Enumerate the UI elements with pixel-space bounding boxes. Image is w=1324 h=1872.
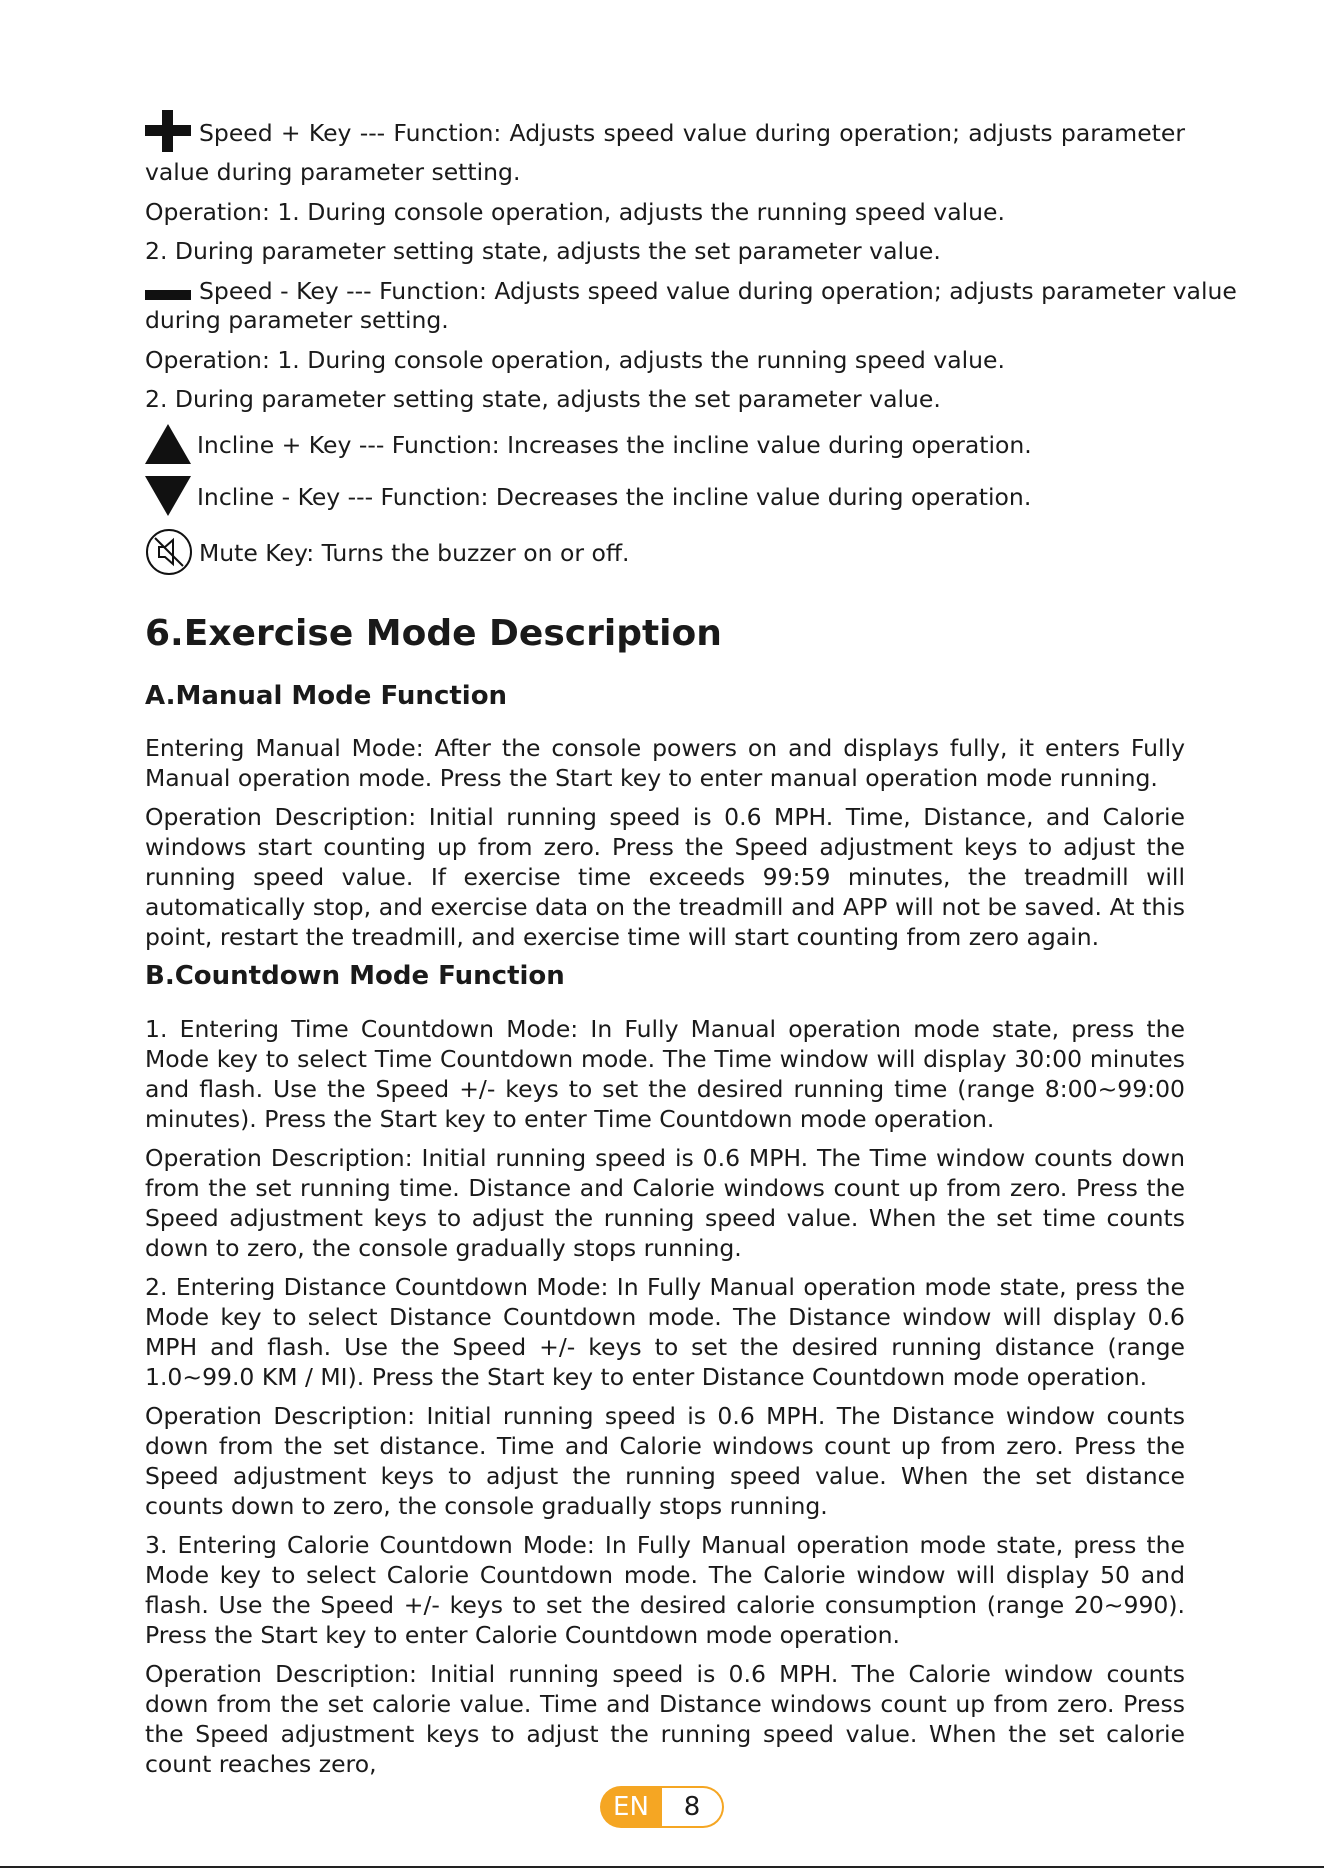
- distance-countdown-entering: 2. Entering Distance Countdown Mode: In Fully Manual operation mode state, press the Mode key to select Distance Countdown mode. The Distance window will display 0.6 MPH and flash. Use the Speed +/- keys to set the desired running distance (range 1.0~99.0 KM / MI). Press the Start key to enter Distance Countdown mode operation.: [145, 1273, 1185, 1391]
- incline-plus-description: Incline + Key --- Function: Increases the incline value during operation.: [197, 431, 1032, 459]
- countdown-mode-heading: B.Countdown Mode Function: [145, 961, 565, 991]
- countdown-mode-body: [145, 1014, 1185, 1779]
- speed-plus-operation-2: 2. During parameter setting state, adjusts the set parameter value.: [145, 237, 941, 265]
- language-label: EN: [600, 1786, 662, 1828]
- manual-mode-operation: Operation Description: Initial running speed is 0.6 MPH. Time, Distance, and Calorie windows start counting up from zero. Press the Speed adjustment keys to adjust the running speed value. If exercise time exceeds 99:59 minutes, the treadmill will automatically stop, and exercise data on the treadmill and APP will not be saved. At this point, restart the treadmill, and exercise time will start counting from zero again.: [145, 803, 1185, 951]
- speed-plus-key-line: [145, 118, 1185, 152]
- manual-mode-body: [145, 733, 1185, 952]
- minus-icon: [145, 276, 191, 306]
- mute-key-line: [145, 538, 1185, 576]
- speed-minus-key-line: [145, 276, 1237, 306]
- section-title: 6.Exercise Mode Description: [145, 613, 722, 654]
- incline-minus-key-line: [145, 482, 1185, 516]
- page-number: 8: [662, 1786, 724, 1828]
- page-number-badge: [600, 1786, 726, 1828]
- calorie-countdown-operation: Operation Description: Initial running speed is 0.6 MPH. The Calorie window counts down from the set calorie value. Time and Distance windows count up from zero. Press the Speed adjustment keys to adjust the running speed value. When the set calorie count reaches zero,: [145, 1660, 1185, 1778]
- time-countdown-entering: 1. Entering Time Countdown Mode: In Fully Manual operation mode state, press the Mode key to select Time Countdown mode. The Time window will display 30:00 minutes and flash. Use the Speed +/- keys to set the desired running time (range 8:00~99:00 minutes). Press the Start key to enter Time Countdown mode operation.: [145, 1015, 1185, 1133]
- speed-plus-operation-1: Operation: 1. During console operation, adjusts the running speed value.: [145, 198, 1005, 226]
- speed-minus-description-cont: during parameter setting.: [145, 306, 449, 334]
- manual-mode-heading: A.Manual Mode Function: [145, 681, 508, 711]
- incline-minus-description: Incline - Key --- Function: Decreases the incline value during operation.: [197, 483, 1032, 511]
- manual-mode-entering: Entering Manual Mode: After the console powers on and displays fully, it enters Fully Manual operation mode. Press the Start key to enter manual operation mode running.: [145, 734, 1185, 792]
- incline-plus-key-line: [145, 430, 1185, 464]
- triangle-up-icon: [145, 424, 191, 464]
- distance-countdown-operation: Operation Description: Initial running speed is 0.6 MPH. The Distance window counts down from the set distance. Time and Calorie windows count up from zero. Press the Speed adjustment keys to adjust the running speed value. When the set distance counts down to zero, the console gradually stops running.: [145, 1402, 1185, 1520]
- bottom-divider: [0, 1866, 1324, 1868]
- mute-speaker-icon: [145, 528, 193, 576]
- speed-minus-description: Speed - Key --- Function: Adjusts speed value during operation; adjusts parameter value: [199, 277, 1237, 305]
- speed-minus-operation-1: Operation: 1. During console operation, adjusts the running speed value.: [145, 346, 1005, 374]
- speed-plus-description-cont: value during parameter setting.: [145, 158, 521, 186]
- triangle-down-icon: [145, 476, 191, 516]
- mute-description: Mute Key: Turns the buzzer on or off.: [199, 539, 630, 567]
- calorie-countdown-entering: 3. Entering Calorie Countdown Mode: In Fully Manual operation mode state, press the Mode key to select Calorie Countdown mode. The Calorie window will display 50 and flash. Use the Speed +/- keys to set the desired calorie consumption (range 20~990). Press the Start key to enter Calorie Countdown mode operation.: [145, 1531, 1185, 1649]
- speed-minus-operation-2: 2. During parameter setting state, adjusts the set parameter value.: [145, 385, 941, 413]
- plus-icon: [145, 110, 191, 152]
- speed-plus-description: Speed + Key --- Function: Adjusts speed value during operation; adjusts parameter: [199, 119, 1185, 147]
- time-countdown-operation: Operation Description: Initial running speed is 0.6 MPH. The Time window counts down from the set running time. Distance and Calorie windows count up from zero. Press the Speed adjustment keys to adjust the running speed value. When the set time counts down to zero, the console gradually stops running.: [145, 1144, 1185, 1262]
